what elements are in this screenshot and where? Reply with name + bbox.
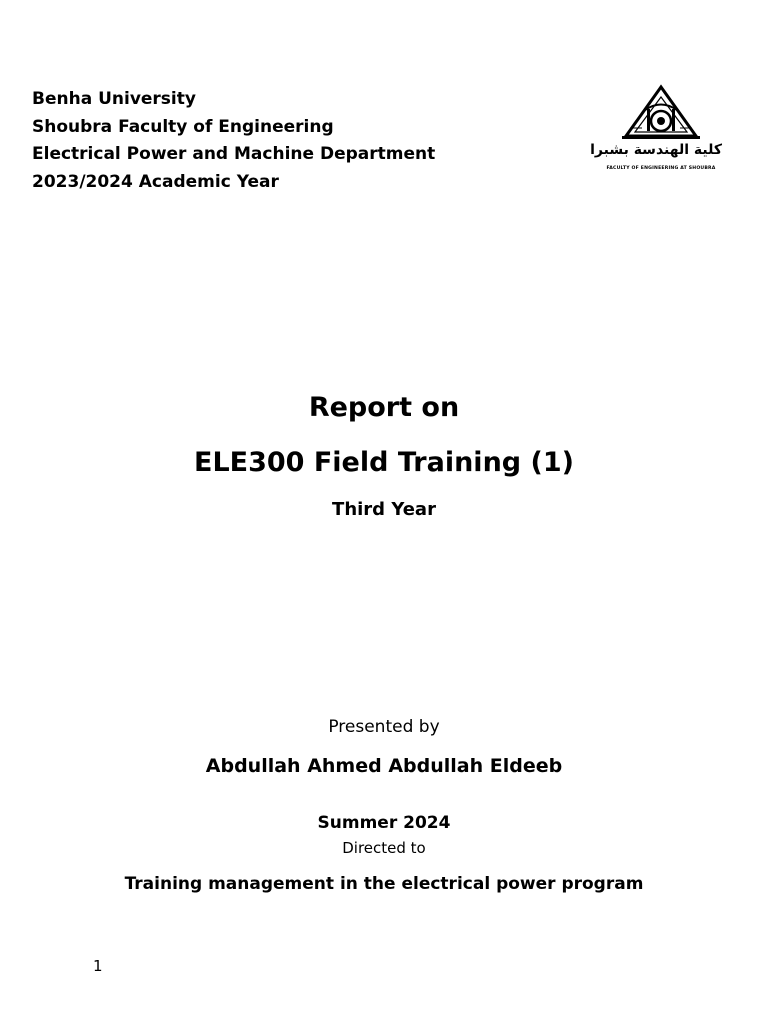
faculty-emblem-icon <box>600 84 722 140</box>
season-label: Summer 2024 <box>317 813 451 833</box>
report-title-line2: ELE300 Field Training (1) <box>194 447 574 478</box>
faculty-logo <box>590 84 722 180</box>
presented-by-label: Presented by <box>328 717 440 737</box>
report-title-line1: Report on <box>308 392 460 423</box>
academic-year: 2023/2024 Academic Year <box>32 171 279 192</box>
directed-to-recipient: Training management in the electrical power program <box>124 874 644 894</box>
department-name: Electrical Power and Machine Department <box>32 144 436 164</box>
faculty-name: Shoubra Faculty of Engineering <box>32 116 334 137</box>
university-header <box>32 86 452 196</box>
university-name: Benha University <box>32 89 196 109</box>
page-number: 1 <box>93 957 103 975</box>
logo-arabic-text: كلية الهندسة بشبرا <box>590 142 722 158</box>
logo-english-text: FACULTY OF ENGINEERING AT SHOUBRA <box>606 166 716 171</box>
author-name: Abdullah Ahmed Abdullah Eldeeb <box>205 755 563 777</box>
directed-to-label: Directed to <box>342 839 426 857</box>
report-subtitle: Third Year <box>332 499 436 520</box>
